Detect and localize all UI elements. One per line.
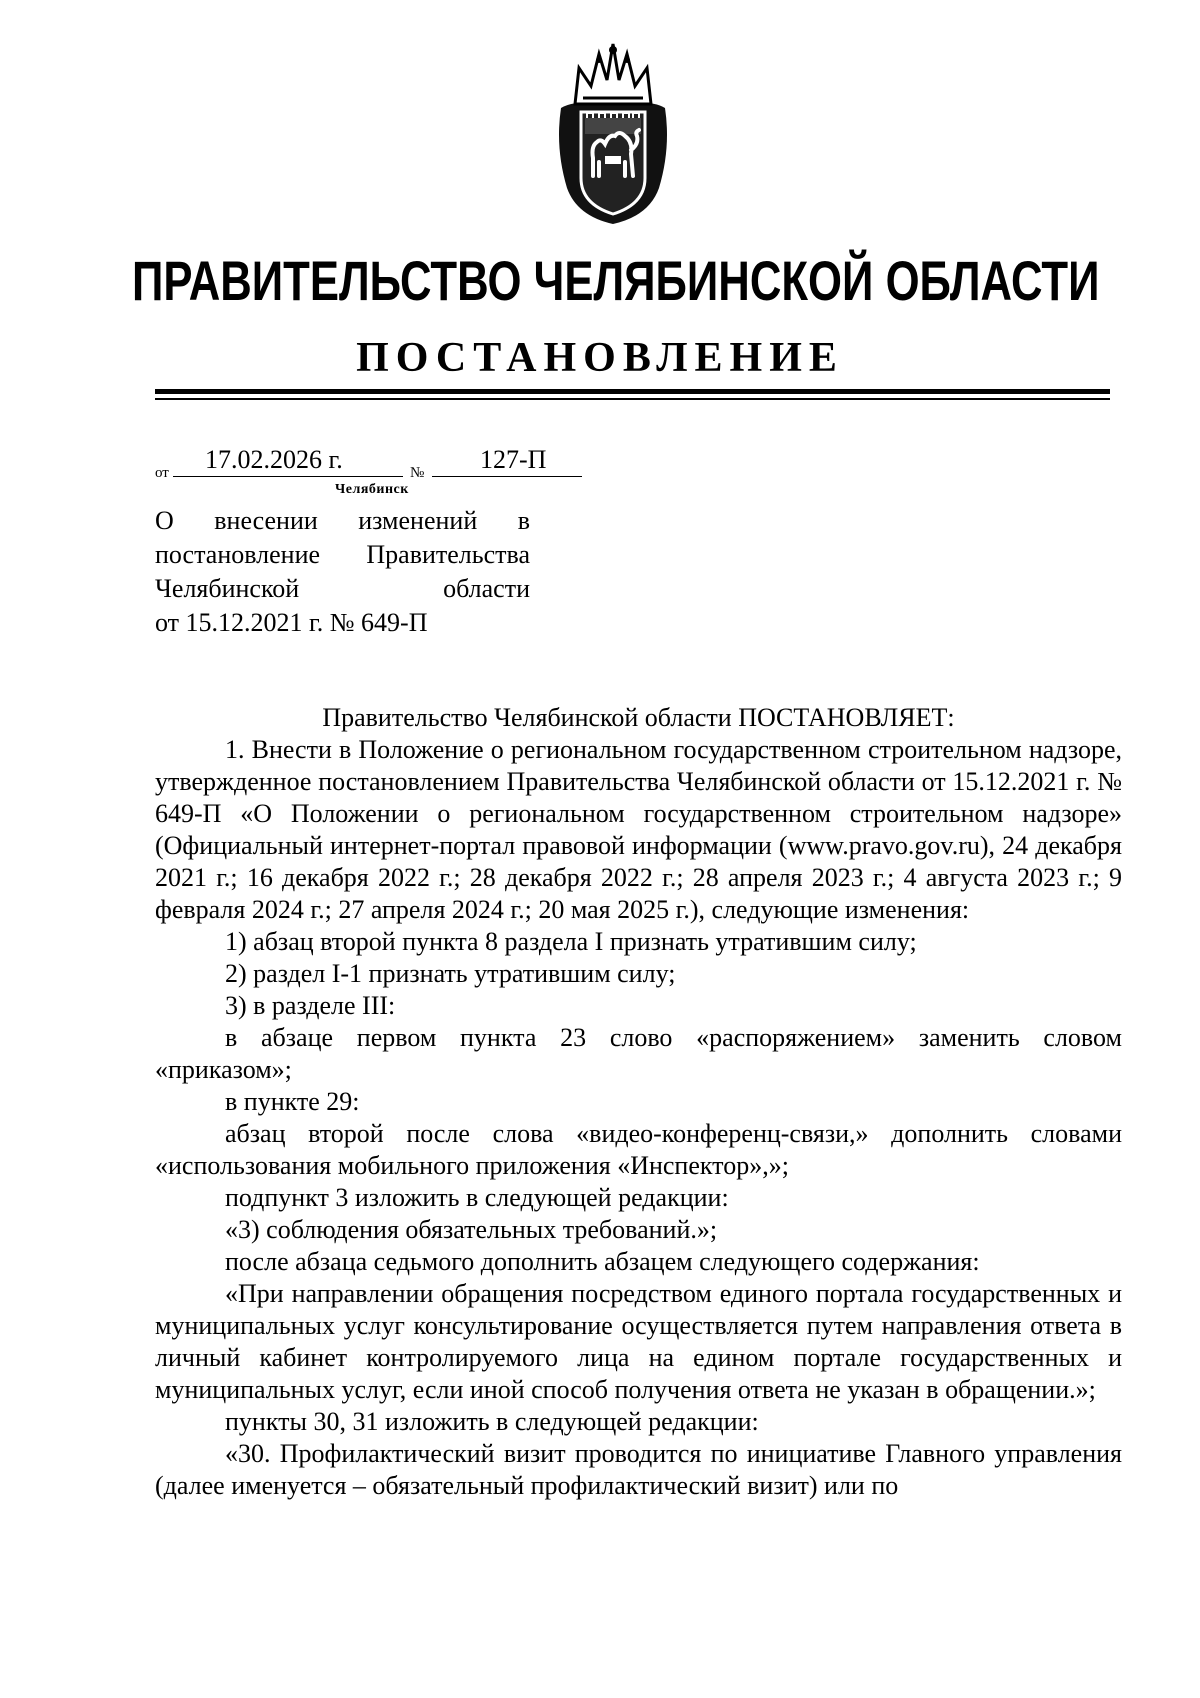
body-paragraph: «3) соблюдения обязательных требований.»; bbox=[225, 1215, 718, 1244]
government-title: ПРАВИТЕЛЬСТВО ЧЕЛЯБИНСКОЙ ОБЛАСТИ bbox=[132, 249, 1100, 312]
header-divider-thick bbox=[155, 389, 1110, 394]
body-paragraph: «30. Профилактический визит проводится по инициативе Главного управления (далее именуется – обязательный профилактический визит) или по bbox=[155, 1439, 1122, 1500]
body-paragraph: 1. Внести в Положение о региональном государственном строительном надзоре, утвержденное постановлением Правительства Челябинской области от 15.12.2021 г. № 649-П «О Положении о региональном государственном строительном надзоре» (Официальный интернет-портал правовой информации (www.pravo.gov.ru), 24 декабря 2021 г.; 16 декабря 2022 г.; 28 декабря 2022 г.; 28 апреля 2023 г.; 4 августа 2023 г.; 9 февраля 2024 г.; 27 апреля 2024 г.; 20 мая 2025 г.), следующие изменения: bbox=[155, 735, 1122, 924]
body-paragraph: в пункте 29: bbox=[225, 1087, 360, 1116]
document-number: 127-П bbox=[480, 445, 547, 474]
body-paragraph: пункты 30, 31 изложить в следующей редакции: bbox=[225, 1407, 759, 1436]
document-type-title: ПОСТАНОВЛЕНИЕ bbox=[356, 335, 844, 381]
document-body bbox=[155, 702, 1122, 1502]
body-paragraph: подпункт 3 изложить в следующей редакции: bbox=[225, 1183, 729, 1212]
body-paragraph: абзац второй после слова «видео-конференц-связи,» дополнить словами «использования мобильного приложения «Инспектор»,»; bbox=[155, 1119, 1122, 1180]
date-underline bbox=[173, 476, 403, 477]
body-paragraph: после абзаца седьмого дополнить абзацем следующего содержания: bbox=[225, 1247, 980, 1276]
city-label: Челябинск bbox=[335, 482, 409, 497]
number-label: № bbox=[410, 465, 425, 481]
body-paragraph: 1) абзац второй пункта 8 раздела I признать утратившим силу; bbox=[225, 927, 917, 956]
body-paragraph: в абзаце первом пункта 23 слово «распоряжением» заменить словом «приказом»; bbox=[155, 1023, 1122, 1084]
subject-line: Челябинской области bbox=[155, 574, 530, 603]
resolution-preamble: Правительство Челябинской области ПОСТАНОВЛЯЕТ: bbox=[322, 703, 955, 732]
body-paragraph: 2) раздел I-1 признать утратившим силу; bbox=[225, 959, 676, 988]
coat-of-arms-icon bbox=[553, 38, 673, 228]
header-divider-thin bbox=[155, 398, 1110, 400]
document-subject bbox=[155, 504, 530, 640]
number-underline bbox=[432, 476, 582, 477]
body-paragraph: 3) в разделе III: bbox=[225, 991, 396, 1020]
body-paragraph: «При направлении обращения посредством единого портала государственных и муниципальных услуг консультирование осуществляется путем направления ответа в личный кабинет контролируемого лица на едином портале государственных и муниципальных услуг, если иной способ получения ответа не указан в обращении.»; bbox=[155, 1279, 1122, 1404]
document-date: 17.02.2026 г. bbox=[205, 445, 343, 474]
subject-line: от 15.12.2021 г. № 649-П bbox=[155, 608, 428, 637]
subject-line: постановление Правительства bbox=[155, 540, 530, 569]
subject-line: О внесении изменений в bbox=[155, 506, 530, 535]
from-label: от bbox=[155, 465, 169, 481]
